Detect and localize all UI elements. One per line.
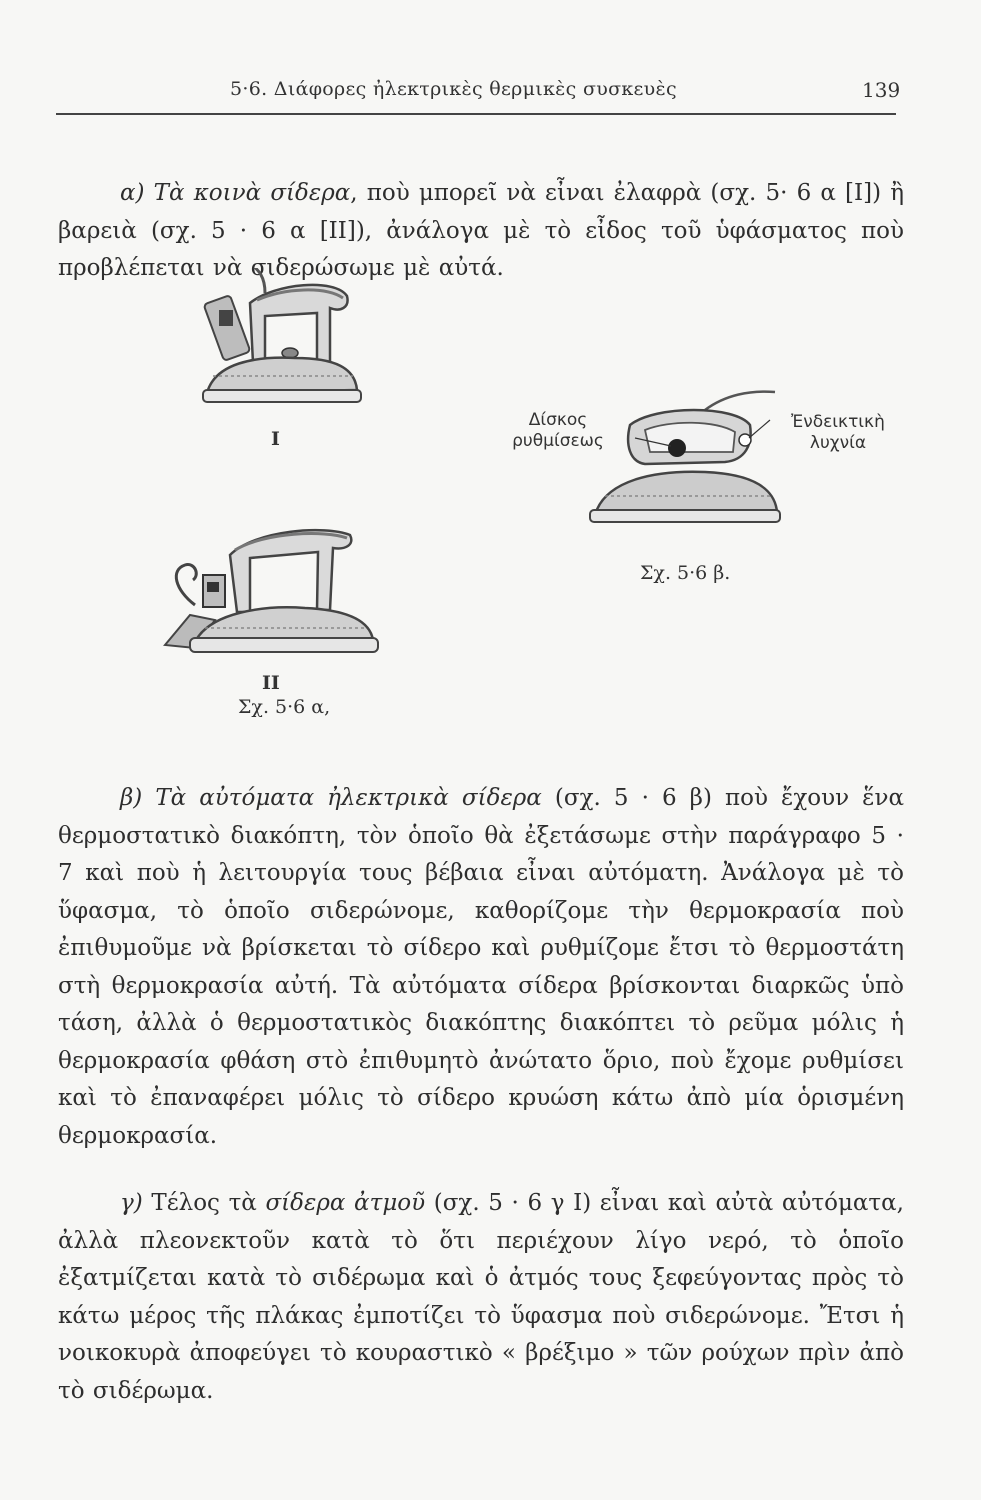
paragraph-text: (σχ. 5 · 6 γ I) εἶναι καὶ αὐτὰ αὐτόματα, ἀλλὰ πλεονεκτοῦν κατὰ τὸ ὅτι περιέχουν λίγο νερό, τὸ ὁποῖο ἐξατμίζεται κατὰ τὸ σιδέρωμα καὶ ὁ ἀτμός τους ξεφεύγοντας πρὸς τὸ κάτω μέρος τῆς πλάκας ἐμποτίζει τὸ ὕφασμα ποὺ σιδερώνομε. Ἔτσι ἡ νοικοκυρὰ ἀποφεύγει τὸ κουραστικὸ « βρέξιμο » τῶν ρούχων πρὶν ἀπὸ τὸ σιδέρωμα. (58, 1190, 904, 1404)
term-automatic-irons: Τὰ αὐτόματα ἠλεκτρικὰ σίδερα (155, 785, 542, 811)
paragraph-marker: β) (120, 785, 143, 811)
page-number: 139 (862, 78, 901, 102)
paragraph-gamma (58, 1185, 904, 1410)
paragraph-marker: α) (120, 180, 145, 206)
figure-label-I: I (271, 428, 280, 450)
paragraph-beta (58, 780, 904, 1155)
figure-caption-b: Σχ. 5·6 β. (640, 562, 731, 584)
paragraph-lead: Τέλος τὰ (151, 1190, 266, 1216)
figure-label-II: II (262, 672, 280, 694)
callout-indicator-lamp: Ἐνδεικτικὴ λυχνία (791, 412, 885, 453)
term-common-irons: Τὰ κοινὰ σίδερα (153, 180, 351, 206)
figure-caption-a: Σχ. 5·6 α, (238, 696, 331, 718)
paragraph-marker: γ) (120, 1190, 143, 1216)
paragraph-text: (σχ. 5 · 6 β) ποὺ ἔχουν ἕνα θερμοστατικὸ διακόπτη, τὸν ὁποῖο θὰ ἐξετάσωμε στὴν παράγραφο 5 · 7 καὶ ποὺ ἡ λειτουργία τους βέβαια εἶναι αὐτόματη. Ἀνάλογα μὲ τὸ ὕφασμα, τὸ ὁποῖο σιδερώνομε, καθορίζομε τὴν θερμοκρασία ποὺ ἐπιθυμοῦμε νὰ βρίσκεται τὸ σίδερο καὶ ρυθμίζομε ἔτσι τὸ θερμοστάτη στὴ θερμοκρασία αὐτή. Τὰ αὐτόματα σίδερα βρίσκονται διαρκῶς ὑπὸ τάση, ἀλλὰ ὁ θερμοστατικὸς διακόπτης διακόπτει τὸ ρεῦμα μόλις ἡ θερμοκρασία φθάση στὸ ἐπιθυμητὸ ἀνώτατο ὅριο, ποὺ ἔχομε ρυθμίσει καὶ τὸ ἐπαναφέρει μόλις τὸ σίδερο κρυώση κάτω ἀπὸ μία ὁρισμένη θερμοκρασία. (58, 785, 904, 1149)
running-header-title: 5·6. Διάφορες ἠλεκτρικὲς θερμικὲς συσκευὲς (230, 78, 677, 100)
light-iron-illustration (195, 268, 370, 418)
callout-adjustment-disc: Δίσκος ρυθμίσεως (512, 410, 604, 451)
paragraph-alpha (58, 175, 904, 288)
heavy-iron-illustration (155, 520, 385, 670)
header-rule (56, 113, 896, 115)
term-steam-irons: σίδερα ἀτμοῦ (265, 1190, 426, 1216)
paragraph-text: , ποὺ μπορεῖ νὰ εἶναι ἐλαφρὰ (σχ. 5· 6 α [I]) ἢ βαρειὰ (σχ. 5 · 6 α [II]), ἀνάλογα μὲ τὸ εἶδος τοῦ ὑφάσματος ποὺ προβλέπεται νὰ σιδερώσωμε μὲ αὐτά. (58, 180, 904, 281)
